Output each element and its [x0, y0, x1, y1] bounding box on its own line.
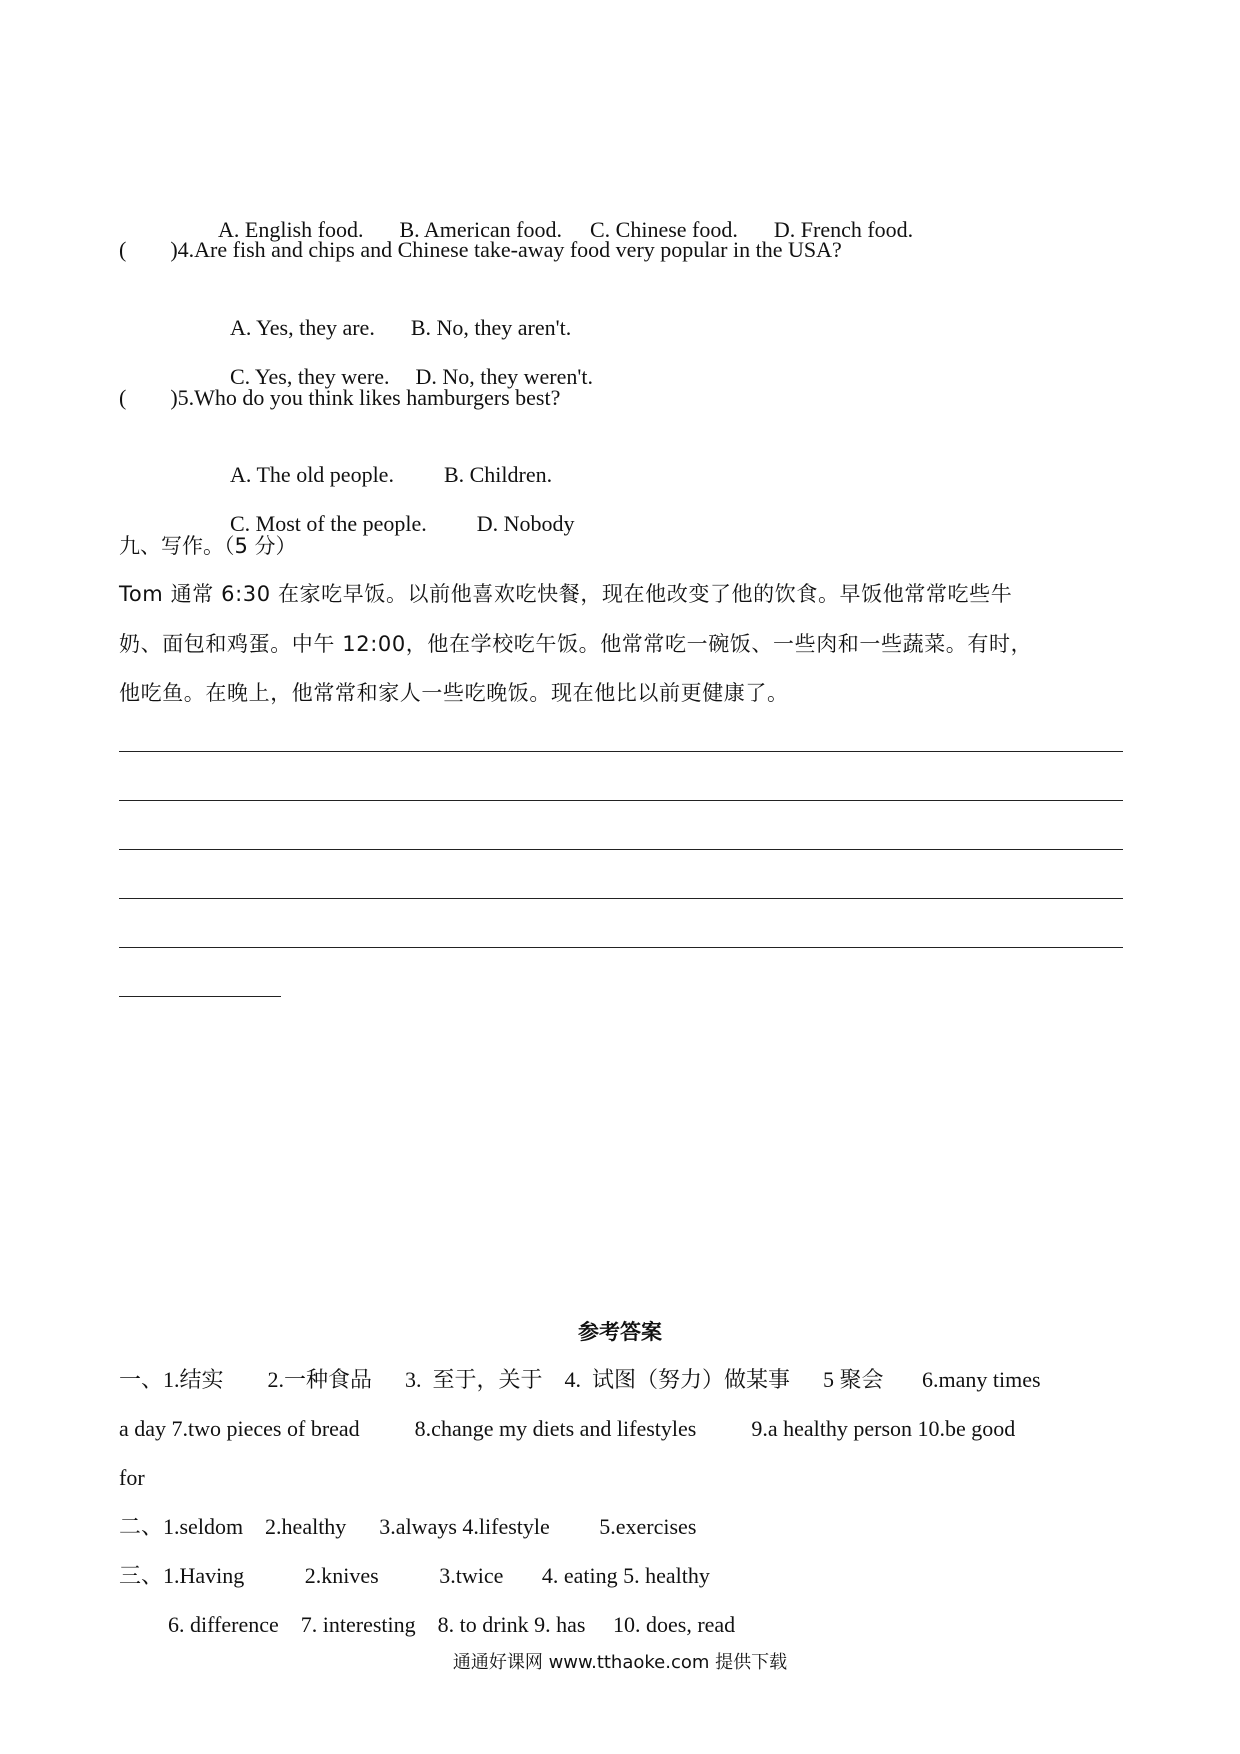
answers-section-3-line-1: 三、1.Having 2.knives 3.twice 4. eating 5. healthy: [119, 1563, 710, 1588]
writing-blank-line[interactable]: [119, 947, 1123, 948]
answers-section-1-line-1: 一、1.结实 2.一种食品 3. 至于，关于 4. 试图（努力）做某事 5 聚会 6.many times: [119, 1367, 1041, 1392]
q5-option-d: D. Nobody: [476, 511, 575, 536]
q5-option-c: C. Most of the people.: [230, 511, 427, 536]
writing-blank-line[interactable]: [119, 751, 1123, 752]
writing-heading: 九、写作。（5 分）: [119, 534, 297, 558]
q5-options-row2: [219, 482, 575, 538]
writing-blank-line-short[interactable]: [119, 996, 281, 997]
writing-blank-line[interactable]: [119, 849, 1123, 850]
q5-question: ( )5.Who do you think likes hamburgers best?: [119, 385, 561, 410]
q3-option-c: C. Chinese food.: [589, 217, 738, 242]
writing-para-line-2: 奶、面包和鸡蛋。中午 12:00，他在学校吃午饭。他常常吃一碗饭、一些肉和一些蔬菜。有时，: [119, 632, 1033, 656]
q4-options-row1: [219, 286, 571, 342]
answers-section-1-line-3: for: [119, 1465, 145, 1490]
q5-option-a: A. The old people.: [230, 462, 394, 487]
q3-option-a: A. English food.: [218, 217, 364, 242]
answers-title: 参考答案: [578, 1320, 662, 1344]
writing-para-line-1: Tom 通常 6:30 在家吃早饭。以前他喜欢吃快餐，现在他改变了他的饮食。早饭他常常吃些牛: [119, 582, 1013, 606]
q4-options-row2: [219, 335, 593, 391]
q4-option-c: C. Yes, they were.: [230, 364, 390, 389]
page-footer: 通通好课网 www.tthaoke.com 提供下载: [452, 1652, 788, 1673]
q3-option-d: D. French food.: [773, 217, 914, 242]
q4-option-b: B. No, they aren't.: [410, 315, 572, 340]
q4-option-a: A. Yes, they are.: [230, 315, 375, 340]
answers-section-3-line-2: 6. difference 7. interesting 8. to drink 9. has 10. does, read: [168, 1612, 736, 1637]
q5-options-row1: [219, 433, 552, 489]
q4-option-d: D. No, they weren't.: [415, 364, 593, 389]
answers-section-2: 二、1.seldom 2.healthy 3.always 4.lifestyle 5.exercises: [119, 1514, 697, 1539]
answers-section-1-line-2: a day 7.two pieces of bread 8.change my diets and lifestyles 9.a healthy person 10.be good: [119, 1416, 1016, 1441]
writing-blank-line[interactable]: [119, 898, 1123, 899]
q5-option-b: B. Children.: [443, 462, 553, 487]
q3-option-b: B. American food.: [399, 217, 562, 242]
writing-blank-line[interactable]: [119, 800, 1123, 801]
q4-question: ( )4.Are fish and chips and Chinese take-away food very popular in the USA?: [119, 237, 842, 262]
writing-para-line-3: 他吃鱼。在晚上，他常常和家人一些吃晚饭。现在他比以前更健康了。: [119, 681, 789, 705]
